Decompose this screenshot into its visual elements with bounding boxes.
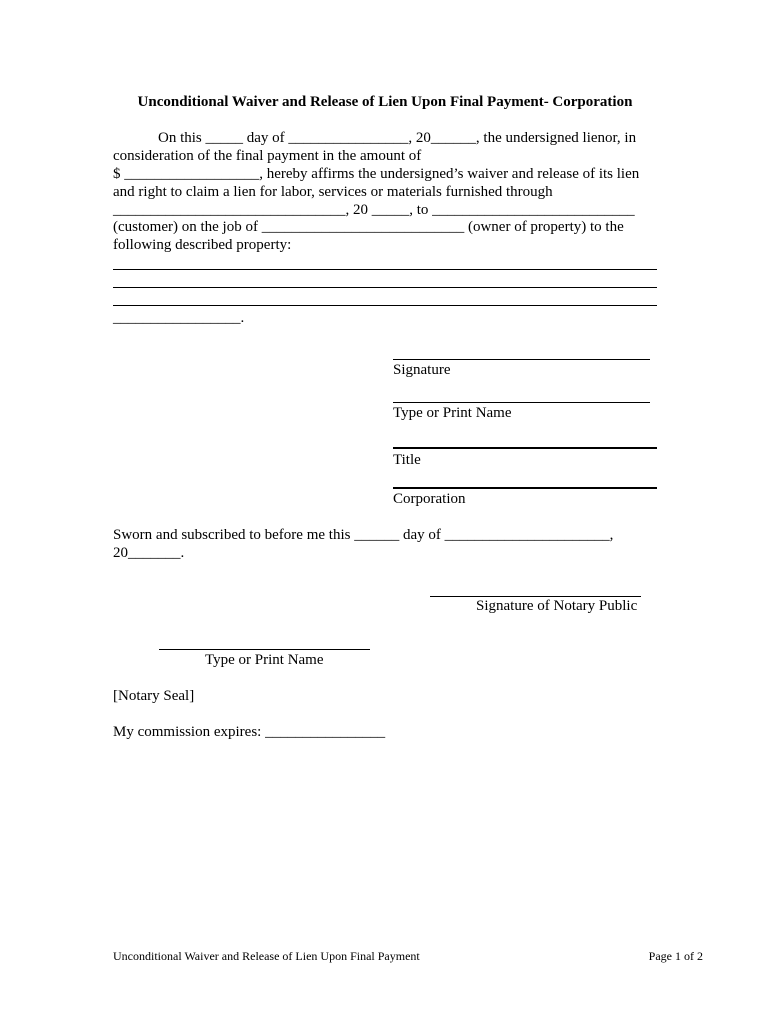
property-line-1[interactable] (113, 269, 657, 270)
sworn-line-2: 20_______. (113, 545, 185, 561)
footer-title: Unconditional Waiver and Release of Lien Upon Final Payment (113, 949, 420, 963)
paragraph-line-1: On this _____ day of ________________, 20______, the undersigned lienor, in (113, 130, 637, 146)
signature-label: Signature (393, 362, 451, 378)
property-end-line: _________________. (113, 310, 245, 326)
document-title: Unconditional Waiver and Release of Lien Upon Final Payment- Corporation (137, 94, 633, 110)
paragraph-line-2: consideration of the final payment in the amount of (113, 148, 422, 164)
paragraph-line-3: $ __________________, hereby affirms the undersigned’s waiver and release of its lien (113, 166, 640, 182)
notary-print-name-label: Type or Print Name (205, 652, 324, 668)
commission-expires-label: My commission expires: ________________ (113, 724, 386, 740)
sworn-line-1: Sworn and subscribed to before me this ______ day of ______________________, (113, 527, 614, 543)
notary-signature-label: Signature of Notary Public (476, 598, 638, 614)
signature-line[interactable] (393, 359, 650, 360)
corporation-line[interactable] (393, 487, 657, 489)
title-line[interactable] (393, 447, 657, 449)
notary-seal-label: [Notary Seal] (113, 688, 195, 704)
notary-signature-line[interactable] (430, 596, 641, 597)
property-line-3[interactable] (113, 305, 657, 306)
paragraph-line-4: and right to claim a lien for labor, services or materials furnished through (113, 184, 553, 200)
corporation-label: Corporation (393, 491, 466, 507)
property-line-2[interactable] (113, 287, 657, 288)
paragraph-line-5: _______________________________, 20 _____, to ___________________________ (113, 202, 635, 218)
page-number: Page 1 of 2 (648, 949, 703, 963)
print-name-label: Type or Print Name (393, 405, 512, 421)
notary-print-name-line[interactable] (159, 649, 370, 650)
title-label: Title (393, 452, 421, 468)
paragraph-line-7: following described property: (113, 237, 292, 253)
print-name-line[interactable] (393, 402, 650, 403)
paragraph-line-6: (customer) on the job of ___________________________ (owner of property) to the (113, 219, 624, 235)
